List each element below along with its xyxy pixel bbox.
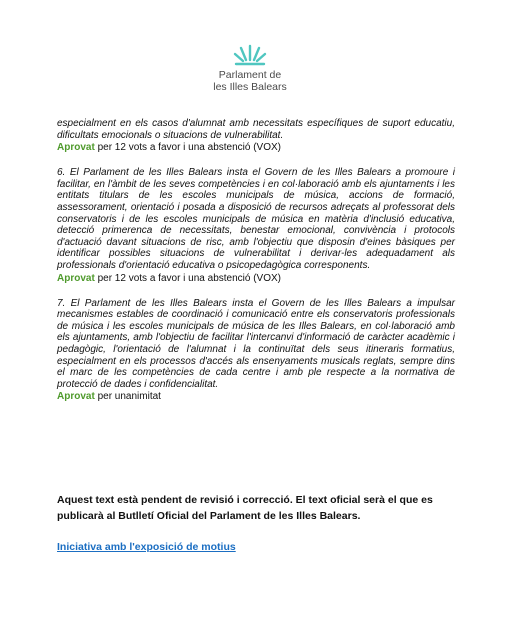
status-approved: Aprovat [57, 142, 95, 154]
motion-item-text: 6. El Parlament de les Illes Balears insta el Govern de les Illes Balears a promoure i facilitar, en l'àmbit de les seves competències i en col·laboració amb els ajuntaments i les entitats titulars de les escoles municipals de música, accions de formació, assessorament, orientació i posada a disposició de recursos adreçats al professorat dels conservatoris i de les escoles municipals de música en matèria d'inclusió educativa, detecció primerenca de necessitats, benestar emocional, convivència i protocols d'actuació davant situacions de risc, amb l'objectiu que disposin d'eines bàsiques per identificar possibles situacions de vulnerabilitat i derivar-les adequadament als professionals d'orientació educativa o psicopedagògica corresponents. [57, 167, 455, 271]
parliament-logo [210, 44, 290, 93]
motion-item-text: 7. El Parlament de les Illes Balears insta el Govern de les Illes Balears a impulsar mecanismes estables de coordinació i comunicació entre els conservatoris professionals de música i les escoles municipals de música de les Illes Balears, en col·laboració amb els ajuntaments, amb l'objectiu de facilitar l'intercanvi d'informació de caràcter acadèmic i pedagògic, l'orientació de l'alumnat i la continuïtat dels seus itineraris formatius, especialment en els processos d'accés als ensenyaments musicals reglats, sempre dins el marc de les competències de cada centre i amb ple respecte a la normativa de protecció de dades i confidencialitat. [57, 297, 455, 390]
vote-result [57, 273, 455, 285]
vote-result [57, 391, 455, 403]
vote-result [57, 142, 455, 154]
status-approved: Aprovat [57, 272, 95, 284]
logo-line-1: Parlament de [218, 69, 282, 81]
motion-item-text: especialment en els casos d'alumnat amb necessitats específiques de suport educatiu, dificultats emocionals o situacions de vulnerabilitat. [57, 118, 455, 141]
motion-items [57, 118, 455, 403]
vote-detail: per 12 vots a favor i una abstenció (VOX) [97, 142, 282, 154]
vote-detail: per unanimitat [97, 391, 161, 403]
logo-text [210, 70, 290, 93]
initiative-motives-link[interactable]: Iniciativa amb l'exposició de motius [57, 541, 236, 553]
revision-notice: Aquest text està pendent de revisió i correcció. El text oficial serà el que es publicarà al Butlletí Oficial del Parlament de les Illes Balears. [57, 494, 433, 522]
vote-detail: per 12 vots a favor i una abstenció (VOX) [97, 272, 282, 284]
status-approved: Aprovat [57, 391, 95, 403]
logo-line-2: les Illes Balears [213, 80, 287, 93]
parliament-sunburst-icon [232, 44, 268, 66]
